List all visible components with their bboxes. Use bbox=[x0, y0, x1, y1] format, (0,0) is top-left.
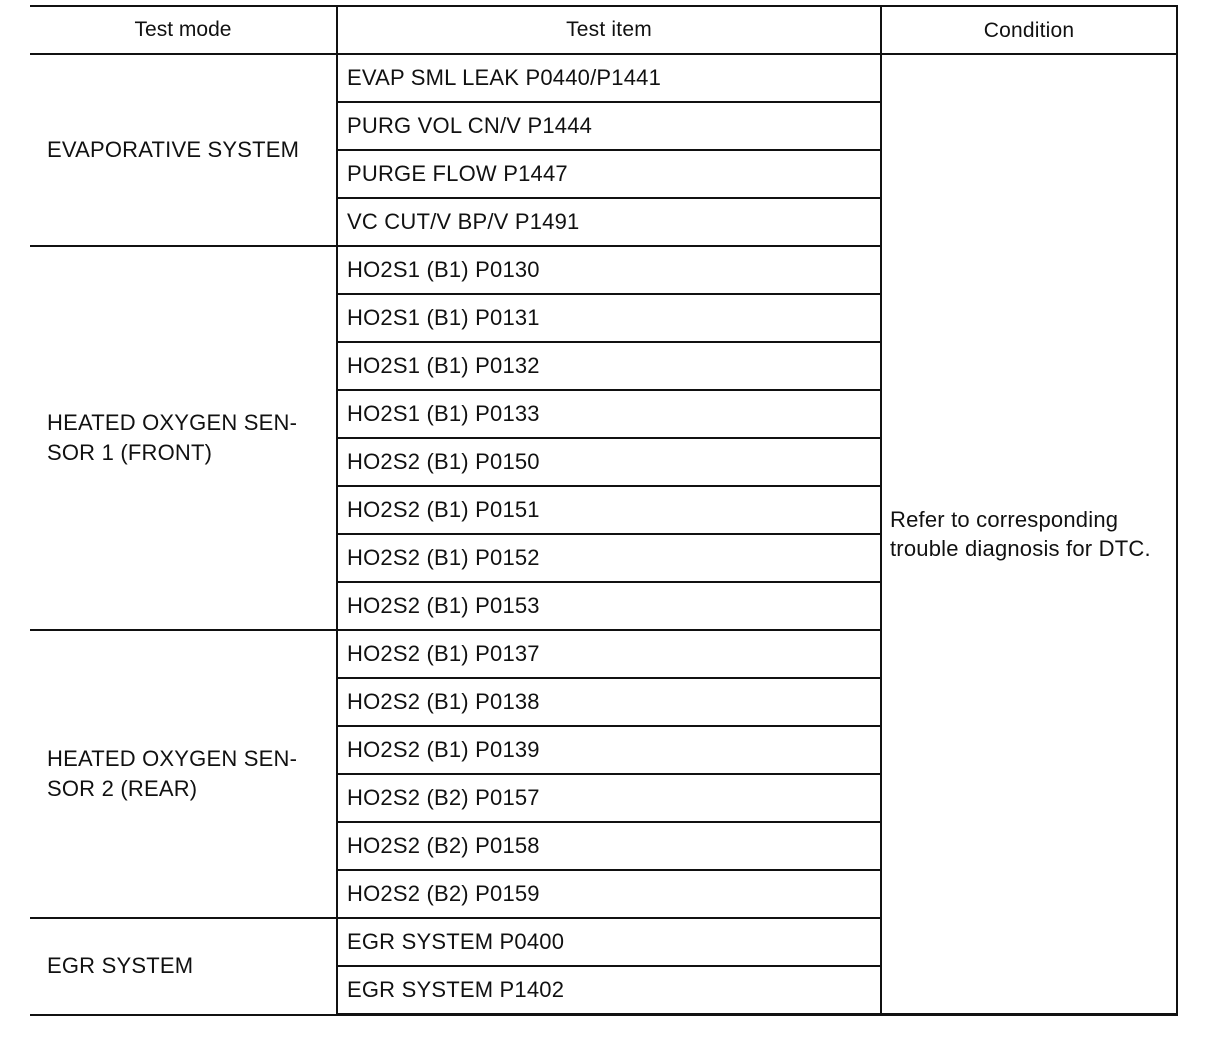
test-item-cell: HO2S1 (B1) P0131 bbox=[337, 294, 881, 342]
test-item-cell: HO2S2 (B1) P0138 bbox=[337, 678, 881, 726]
test-item-cell: HO2S1 (B1) P0133 bbox=[337, 390, 881, 438]
test-item-cell: HO2S1 (B1) P0130 bbox=[337, 246, 881, 294]
test-item-cell: EGR SYSTEM P0400 bbox=[337, 918, 881, 966]
table-body bbox=[30, 54, 1177, 1015]
table-row bbox=[30, 54, 1177, 102]
condition-cell: Refer to corresponding trouble diagnosis for DTC. bbox=[881, 54, 1177, 1015]
test-mode-cell: HEATED OXYGEN SEN- SOR 1 (FRONT) bbox=[30, 246, 337, 630]
test-item-cell: HO2S2 (B1) P0151 bbox=[337, 486, 881, 534]
test-mode-cell: EGR SYSTEM bbox=[30, 918, 337, 1015]
test-item-cell: EGR SYSTEM P1402 bbox=[337, 966, 881, 1015]
test-item-cell: HO2S1 (B1) P0132 bbox=[337, 342, 881, 390]
test-item-cell: HO2S2 (B2) P0159 bbox=[337, 870, 881, 918]
test-item-cell: HO2S2 (B1) P0152 bbox=[337, 534, 881, 582]
test-item-cell: HO2S2 (B1) P0139 bbox=[337, 726, 881, 774]
test-item-cell: HO2S2 (B1) P0153 bbox=[337, 582, 881, 630]
table-header-row bbox=[30, 6, 1177, 54]
test-item-cell: HO2S2 (B2) P0158 bbox=[337, 822, 881, 870]
test-item-cell: HO2S2 (B1) P0137 bbox=[337, 630, 881, 678]
header-test-mode: Test mode bbox=[30, 6, 337, 54]
header-test-item: Test item bbox=[337, 6, 881, 54]
test-item-cell: EVAP SML LEAK P0440/P1441 bbox=[337, 54, 881, 102]
test-item-cell: HO2S2 (B1) P0150 bbox=[337, 438, 881, 486]
test-item-cell: VC CUT/V BP/V P1491 bbox=[337, 198, 881, 246]
test-mode-table bbox=[30, 5, 1178, 1016]
test-item-cell: PURGE FLOW P1447 bbox=[337, 150, 881, 198]
test-mode-cell: HEATED OXYGEN SEN- SOR 2 (REAR) bbox=[30, 630, 337, 918]
test-mode-cell: EVAPORATIVE SYSTEM bbox=[30, 54, 337, 246]
test-item-cell: HO2S2 (B2) P0157 bbox=[337, 774, 881, 822]
header-condition: Condition bbox=[881, 6, 1177, 54]
test-item-cell: PURG VOL CN/V P1444 bbox=[337, 102, 881, 150]
